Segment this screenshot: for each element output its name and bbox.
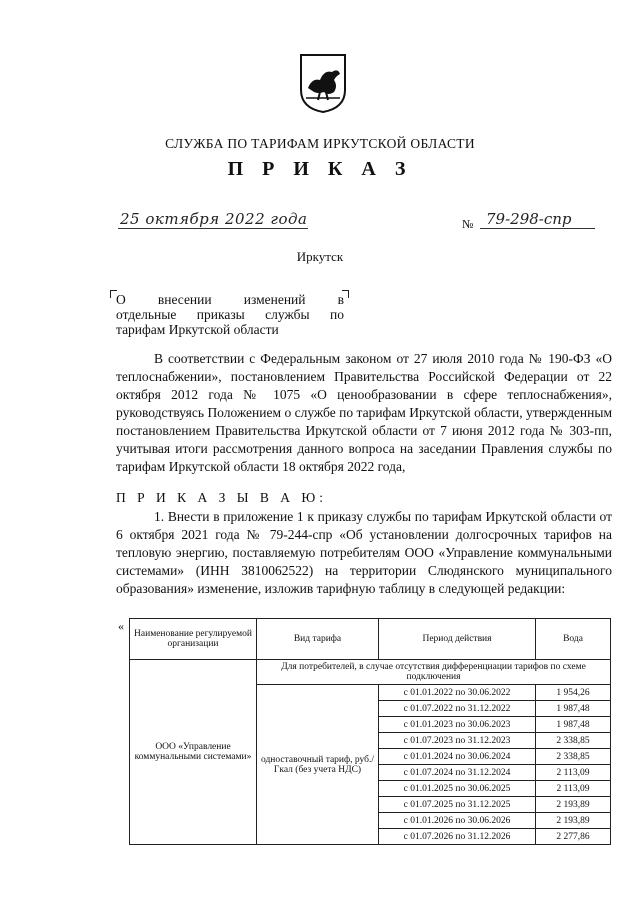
header-water: Вода xyxy=(536,619,611,660)
table-subheader-row xyxy=(130,660,611,685)
org-name-cell: ООО «Управление коммунальными системами» xyxy=(130,660,257,845)
value-cell: 2 338,85 xyxy=(536,749,611,765)
table-open-quote: « xyxy=(118,619,124,633)
subject-word: О xyxy=(116,292,126,307)
table-header-row xyxy=(130,619,611,660)
period-cell: с 01.07.2022 по 31.12.2022 xyxy=(379,701,536,717)
header-period: Период действия xyxy=(379,619,536,660)
coat-of-arms-icon xyxy=(298,52,348,114)
tariff-table xyxy=(129,618,611,845)
period-cell: с 01.01.2025 по 30.06.2025 xyxy=(379,781,536,797)
value-cell: 2 193,89 xyxy=(536,797,611,813)
period-cell: с 01.07.2024 по 31.12.2024 xyxy=(379,765,536,781)
period-cell: с 01.07.2025 по 31.12.2025 xyxy=(379,797,536,813)
subject-line: тарифам Иркутской области xyxy=(116,322,279,337)
date-underline xyxy=(118,228,308,229)
document-number: 79-298-спр xyxy=(486,210,572,228)
header-org: Наименование регулируемой организации xyxy=(130,619,257,660)
document-subject xyxy=(116,292,344,337)
period-cell: с 01.07.2023 по 31.12.2023 xyxy=(379,733,536,749)
subject-word: службы xyxy=(265,307,310,322)
document-date: 25 октября 2022 года xyxy=(120,210,308,228)
number-label: № xyxy=(462,217,474,231)
value-cell: 1 987,48 xyxy=(536,701,611,717)
value-cell: 2 338,85 xyxy=(536,733,611,749)
order-paragraph: 1. Внести в приложение 1 к приказу службы по тарифам Иркутской области от 6 октября 2021 года № 79-244-спр «Об установлении долгосрочных тарифов на тепловую энергию, поставляемую потребителям ООО «Управление коммунальными системами» (ИНН 3810062522) на территории Слюдянского муниципального образования» изменение, изложив тарифную таблицу в следующей редакции: xyxy=(116,509,612,596)
subject-word: по xyxy=(330,307,344,322)
subject-word: изменений xyxy=(243,292,306,307)
subject-word: приказы xyxy=(196,307,245,322)
subject-word: отдельные xyxy=(116,307,177,322)
city-name: Иркутск xyxy=(296,249,344,264)
value-cell: 1 987,48 xyxy=(536,717,611,733)
period-cell: с 01.07.2026 по 31.12.2026 xyxy=(379,829,536,845)
value-cell: 2 113,09 xyxy=(536,765,611,781)
period-cell: с 01.01.2022 по 30.06.2022 xyxy=(379,685,536,701)
value-cell: 2 113,09 xyxy=(536,781,611,797)
number-underline xyxy=(480,228,595,229)
period-cell: с 01.01.2023 по 30.06.2023 xyxy=(379,717,536,733)
subject-word: внесении xyxy=(157,292,212,307)
value-cell: 1 954,26 xyxy=(536,685,611,701)
subheader-cell: Для потребителей, в случае отсутствия дифференциации тарифов по схеме подключения xyxy=(257,660,611,685)
subject-word: в xyxy=(337,292,344,307)
header-tariff-type: Вид тарифа xyxy=(257,619,379,660)
preamble-paragraph: В соответствии с Федеральным законом от 27 июля 2010 года № 190-ФЗ «О теплоснабжении», постановлением Правительства Российской Федерации от 22 октября 2012 года № 1075 «О ценообразовании в сфере теплоснабжения», руководствуясь Положением о службе по тарифам Иркутской области, утвержденным постановлением Правительства Иркутской области от 7 июня 2012 года № 303-пп, учитывая итоги рассмотрения данного вопроса на заседании Правления службы по тарифам Иркутской области 18 октября 2022 года, xyxy=(116,351,612,474)
document-type-title: П Р И К А З xyxy=(227,158,413,180)
tariff-desc-cell: одноставочный тариф, руб./Гкал (без учета НДС) xyxy=(257,685,379,845)
order-word: П Р И К А З Ы В А Ю: xyxy=(116,490,328,505)
period-cell: с 01.01.2024 по 30.06.2024 xyxy=(379,749,536,765)
value-cell: 2 277,86 xyxy=(536,829,611,845)
value-cell: 2 193,89 xyxy=(536,813,611,829)
organization-name: СЛУЖБА ПО ТАРИФАМ ИРКУТСКОЙ ОБЛАСТИ xyxy=(165,136,475,151)
period-cell: с 01.01.2026 по 30.06.2026 xyxy=(379,813,536,829)
